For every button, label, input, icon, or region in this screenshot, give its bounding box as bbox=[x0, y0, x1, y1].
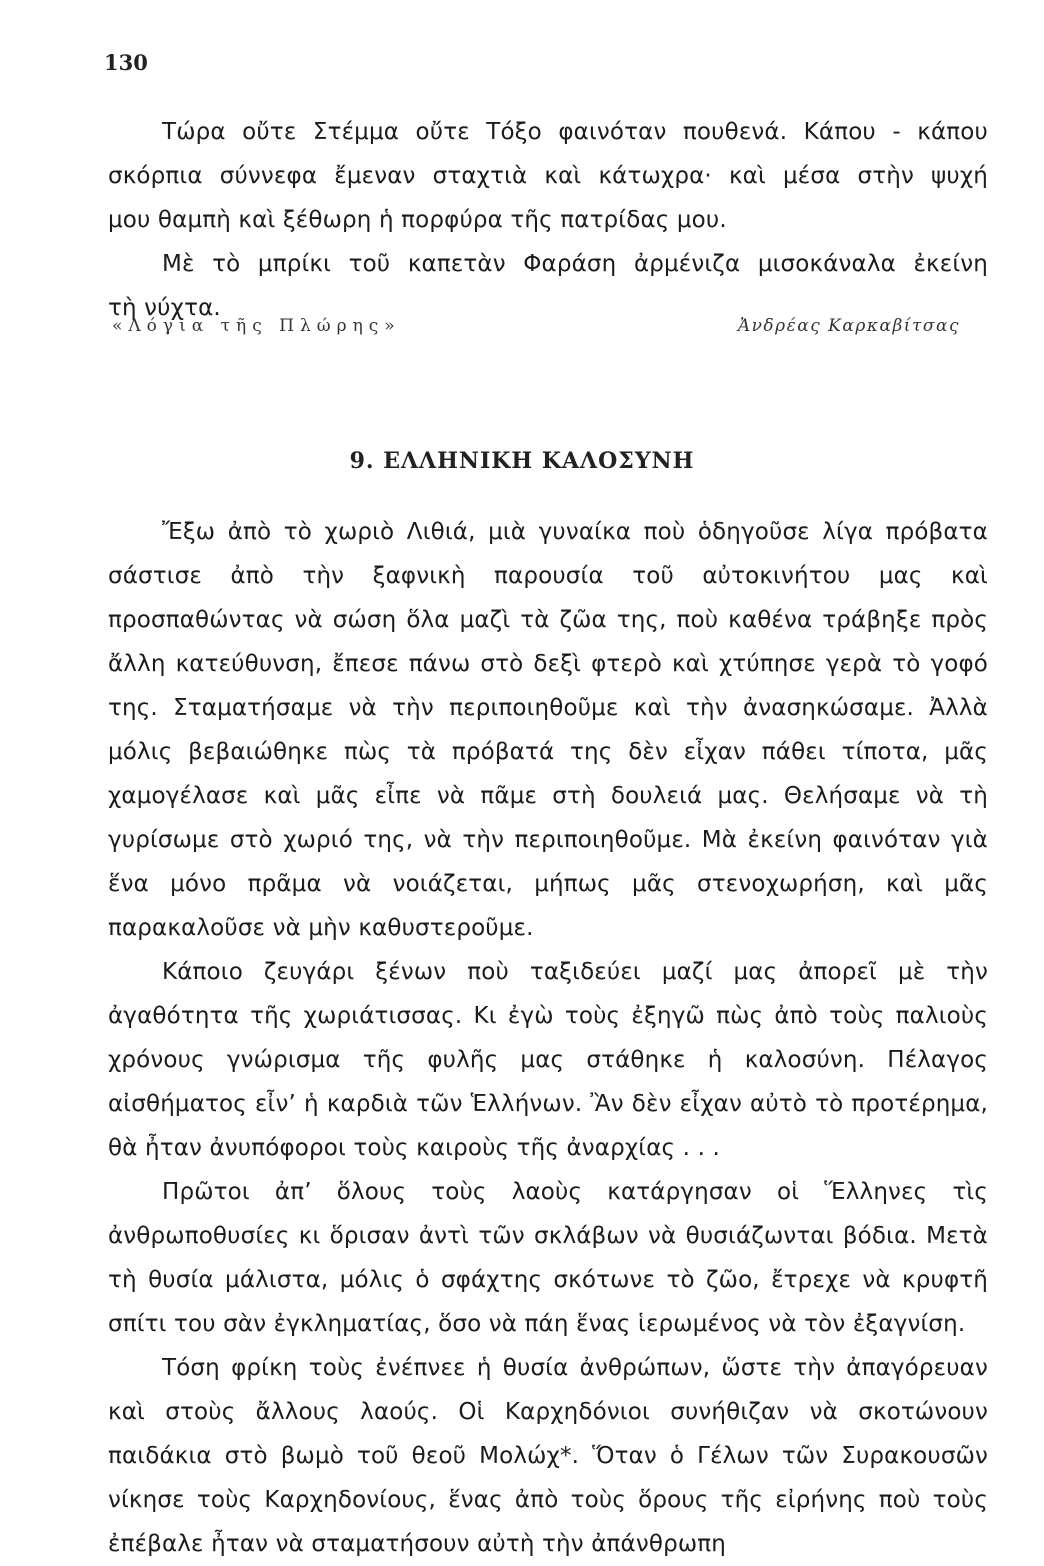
page-number: 130 bbox=[104, 50, 148, 75]
paragraph: Κάποιο ζευγάρι ξένων ποὺ ταξιδεύει μαζί μας ἀπορεῖ μὲ τὴν ἀγαθότητα τῆς χωριάτισσας. Κι ἐγὼ τοὺς ἐξηγῶ πὼς ἀπὸ τοὺς παλιοὺς χρόνους γνώρισμα τῆς φυλῆς μας στάθηκε ἡ καλοσύνη. Πέλαγος αἰσθήματος εἶν’ ἡ καρδιὰ τῶν Ἑλλήνων. Ἂν δὲν εἶχαν αὐτὸ τὸ προτέρημα, θὰ ἦταν ἀνυπόφοροι τοὺς καιροὺς τῆς ἀναρχίας . . . bbox=[108, 959, 988, 1161]
section-heading: 9. ΕΛΛΗΝΙΚΗ ΚΑΛΟΣΥΝΗ bbox=[349, 448, 695, 474]
paragraph: Πρῶτοι ἀπ’ ὅλους τοὺς λαοὺς κατάργησαν οἱ Ἕλληνες τὶς ἀνθρωποθυσίες κι ὅρισαν ἀντὶ τῶν σκλάβων νὰ θυσιάζωνται βόδια. Μετὰ τὴ θυσία μάλιστα, μόλις ὁ σφάχτης σκότωνε τὸ ζῶο, ἔτρεχε νὰ κρυφτῆ σπίτι του σὰν ἐγκληματίας, ὅσο νὰ πάη ἕνας ἱερωμένος νὰ τὸν ἐξαγνίση. bbox=[108, 1179, 988, 1337]
intro-text bbox=[108, 110, 988, 330]
attribution-source: «Λόγια τῆς Πλώρης» bbox=[112, 316, 401, 336]
paragraph: Τόση φρίκη τοὺς ἐνέπνεε ἡ θυσία ἀνθρώπων, ὥστε τὴν ἀπαγόρευαν καὶ στοὺς ἄλλους λαούς. Οἱ Καρχηδόνιοι συνήθιζαν νὰ σκοτώνουν παιδάκια στὸ βωμὸ τοῦ θεοῦ Μολώχ*. Ὅταν ὁ Γέλων τῶν Συρακουσῶν νίκησε τοὺς Καρχηδονίους, ἕνας ἀπὸ τοὺς ὅρους τῆς εἰρήνης ποὺ τοὺς ἐπέβαλε ἦταν νὰ σταματήσουν αὐτὴ τὴν ἀπάνθρωπη bbox=[108, 1355, 988, 1557]
text-line: σκόρπια σύννεφα ἔμεναν σταχτιὰ καὶ κάτωχρα· καὶ μέσα στὴν ψυχή bbox=[108, 163, 988, 189]
section-body bbox=[108, 510, 988, 1566]
paragraph: Ἔξω ἀπὸ τὸ χωριὸ Λιθιά, μιὰ γυναίκα ποὺ ὁδηγοῦσε λίγα πρόβατα σάστισε ἀπὸ τὴν ξαφνικὴ παρουσία τοῦ αὐτοκινήτου μας καὶ προσπαθώντας νὰ σώση ὅλα μαζὶ τὰ ζῶα της, ποὺ καθένα τράβηξε πρὸς ἄλλη κατεύθυνση, ἔπεσε πάνω στὸ δεξὶ φτερὸ καὶ χτύπησε γερὰ τὸ γοφό της. Σταματήσαμε νὰ τὴν περιποιηθοῦμε καὶ τὴν ἀνασηκώσαμε. Ἀλλὰ μόλις βεβαιώθηκε πὼς τὰ πρόβατά της δὲν εἶχαν πάθει τίποτα, μᾶς χαμογέλασε καὶ μᾶς εἶπε νὰ πᾶμε στὴ δουλειά μας. Θελήσαμε νὰ τὴ γυρίσωμε στὸ χωριό της, νὰ τὴν περιποιηθοῦμε. Μὰ ἐκείνη φαινόταν γιὰ ἕνα μόνο πρᾶμα νὰ νοιάζεται, μήπως μᾶς στενοχωρήση, καὶ μᾶς παρακαλοῦσε νὰ μὴν καθυστεροῦμε. bbox=[108, 519, 988, 941]
text-line: Μὲ τὸ μπρίκι τοῦ καπετὰν Φαράση ἀρμένιζα μισοκάναλα ἐκείνη bbox=[162, 251, 988, 277]
text-line: Τώρα οὔτε Στέμμα οὔτε Τόξο φαινόταν πουθενά. Κάπου - κάπου bbox=[162, 119, 988, 145]
text-line: μου θαμπὴ καὶ ξέθωρη ἡ πορφύρα τῆς πατρίδας μου. bbox=[108, 207, 727, 233]
attribution-author: Ἀνδρέας Καρκαβίτσας bbox=[737, 316, 960, 336]
text-line: τὴ νύχτα. bbox=[108, 295, 221, 321]
